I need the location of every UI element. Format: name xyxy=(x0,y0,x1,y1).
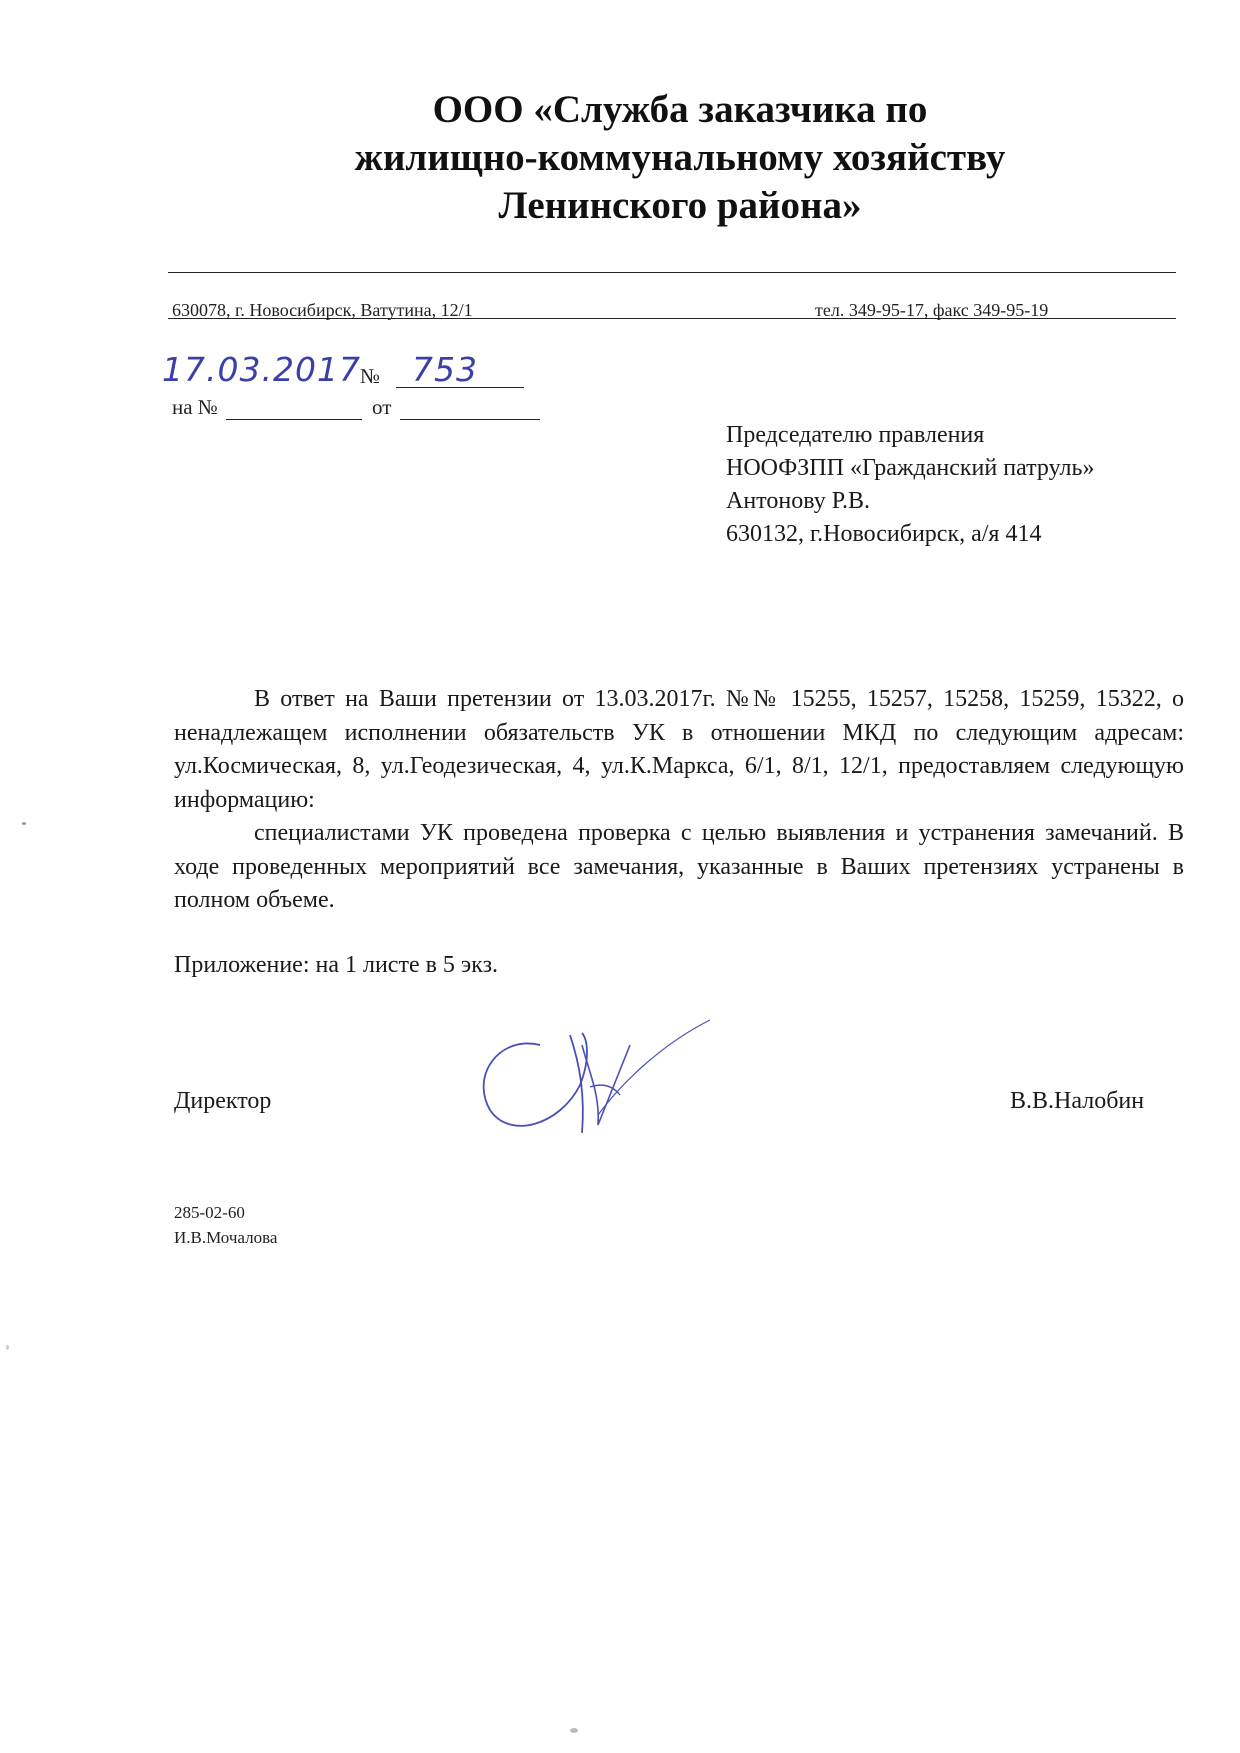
signatory-name: В.В.Налобин xyxy=(1010,1088,1145,1114)
body-paragraph-1: В ответ на Ваши претензии от 13.03.2017г. №№ 15255, 15257, 15258, 15259, 15322, о ненадлежащем исполнении обязательств УК в отношении МКД по следующим адресам: ул.Космическая, 8, ул.Геодезическая, 4, ул.К.Маркса, 6/1, 8/1, 12/1, предоставляем следующую информацию: xyxy=(174,686,1184,813)
executor-name: И.В.Мочалова xyxy=(174,1228,278,1247)
reply-from-date-line xyxy=(400,419,540,420)
addressee-position: Председателю правления xyxy=(726,422,985,448)
signatory-position: Директор xyxy=(174,1088,272,1114)
reply-from-label: от xyxy=(372,395,392,419)
executor-block xyxy=(174,1200,277,1250)
executor-phone: 285-02-60 xyxy=(174,1203,245,1222)
organization-name-line-1: ООО «Служба заказчика по xyxy=(432,88,928,131)
handwritten-signature xyxy=(470,1015,730,1145)
outgoing-number: 753 xyxy=(412,350,478,389)
reply-to-label: на № xyxy=(172,395,218,419)
organization-address: 630078, г. Новосибирск, Ватутина, 12/1 xyxy=(172,300,473,320)
scan-speck xyxy=(570,1728,578,1733)
outgoing-date: 17.03.2017 xyxy=(162,350,361,389)
reply-to-number-line xyxy=(226,419,362,420)
scan-speck xyxy=(6,1345,9,1350)
addressee-organization: НООФЗПП «Гражданский патруль» xyxy=(726,455,1095,481)
addressee-block xyxy=(726,419,1094,551)
addressee-address: 630132, г.Новосибирск, а/я 414 xyxy=(726,521,1042,547)
body-paragraph-2: специалистами УК проведена проверка с целью выявления и устранения замечаний. В ходе проведенных мероприятий все замечания, указанные в Ваших претензиях устранены в полном объеме. xyxy=(174,820,1184,913)
organization-name-line-2: жилищно-коммунальному хозяйству xyxy=(354,136,1006,179)
addressee-name: Антонову Р.В. xyxy=(726,488,871,514)
outgoing-number-underline xyxy=(396,387,524,388)
header-rule-top xyxy=(168,272,1176,273)
letter-body xyxy=(174,683,1184,918)
outgoing-number-label: № xyxy=(360,364,381,388)
header-rule-bottom xyxy=(168,318,1176,319)
organization-name-line-3: Ленинского района» xyxy=(498,184,862,227)
organization-name xyxy=(150,86,1210,230)
appendix-note: Приложение: на 1 листе в 5 экз. xyxy=(174,952,499,978)
organization-phones: тел. 349-95-17, факс 349-95-19 xyxy=(815,300,1049,320)
scan-speck xyxy=(22,822,26,825)
